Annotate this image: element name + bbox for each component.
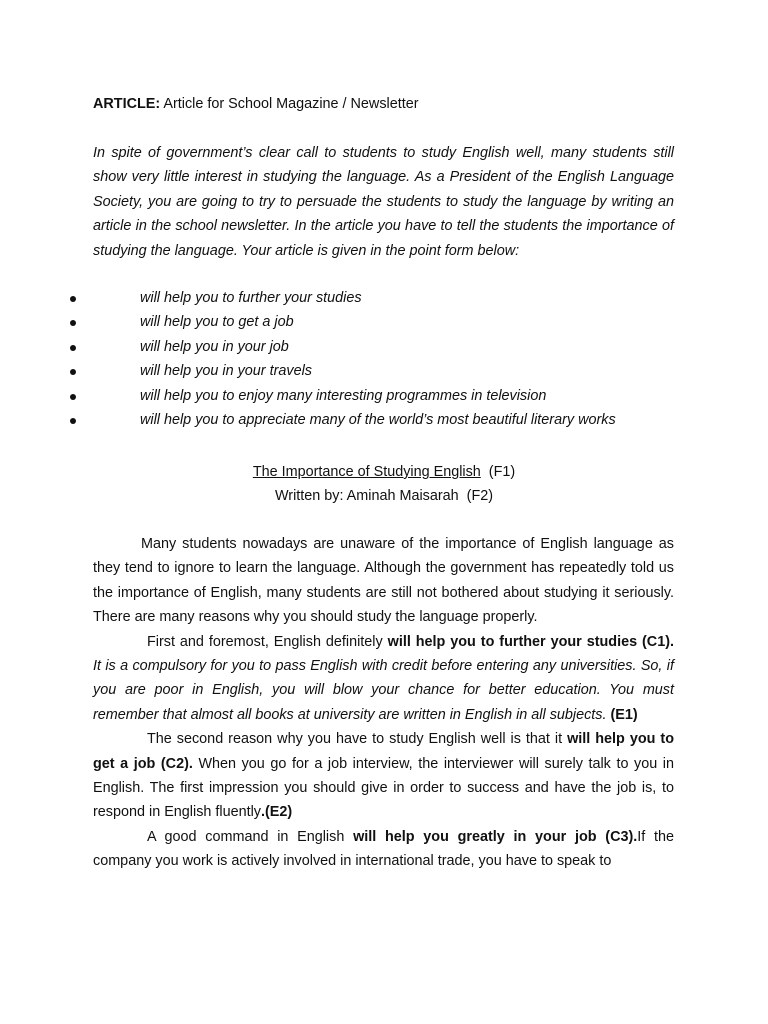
paragraph-career: A good command in English will help you greatly in your job (C3).If the company you work is actively involved in international trade, you have to speak to [93, 828, 674, 870]
bullet-icon [70, 418, 76, 424]
bullet-icon [70, 345, 76, 351]
heading-title: Article for School Magazine / Newsletter [163, 96, 419, 112]
point-list [0, 286, 768, 432]
article-title [0, 460, 768, 484]
article-body [93, 532, 674, 874]
list-item: will help you to appreciate many of the world’s most beautiful literary works [0, 408, 768, 432]
bullet-icon [70, 369, 76, 375]
paragraph-studies: First and foremost, English definitely will help you to further your studies (C1). It is a compulsory for you to pass English with credit before entering any universities. So, if you are poor in English, you will blow your chance for better education. You must remember that almost all books at university are written in English in all subjects. (E1) [93, 633, 674, 723]
article-title-tag: (F1) [488, 464, 516, 480]
list-item: will help you in your job [0, 335, 768, 359]
paragraph-job: The second reason why you have to study English well is that it will help you to get a job (C2). When you go for a job interview, the interviewer will surely talk to you in English. The first impression you should give in order to success and have the job is, to respond in English fluently.(E2) [93, 731, 674, 821]
article-byline-tag: (F2) [466, 488, 494, 504]
article-title-text: The Importance of Studying English [252, 464, 481, 480]
article-byline [0, 484, 768, 508]
paragraph-intro: Many students nowadays are unaware of the importance of English language as they tend to ignore to learn the language. Although the government has repeatedly told us the importance of English, many students are still not bothered about studying it seriously. There are many reasons why you should study the language properly. [93, 536, 674, 626]
heading-label: ARTICLE: [93, 96, 161, 112]
list-item: will help you in your travels [0, 359, 768, 383]
list-item: will help you to get a job [0, 310, 768, 334]
article-byline-text: Written by: Aminah Maisarah [274, 488, 459, 504]
bullet-icon [70, 320, 76, 326]
bullet-icon [70, 394, 76, 400]
list-item: will help you to enjoy many interesting programmes in television [0, 384, 768, 408]
list-item: will help you to further your studies [0, 286, 768, 310]
bullet-icon [70, 296, 76, 302]
assignment-heading [93, 94, 419, 114]
task-instructions: In spite of government’s clear call to students to study English well, many students still show very little interest in studying the language. As a President of the English Language Society, you are going to try to persuade the students to study the language by writing an article in the school newsletter. In the article you have to tell the students the importance of studying the language. Your article is given in the point form below: [93, 145, 674, 259]
